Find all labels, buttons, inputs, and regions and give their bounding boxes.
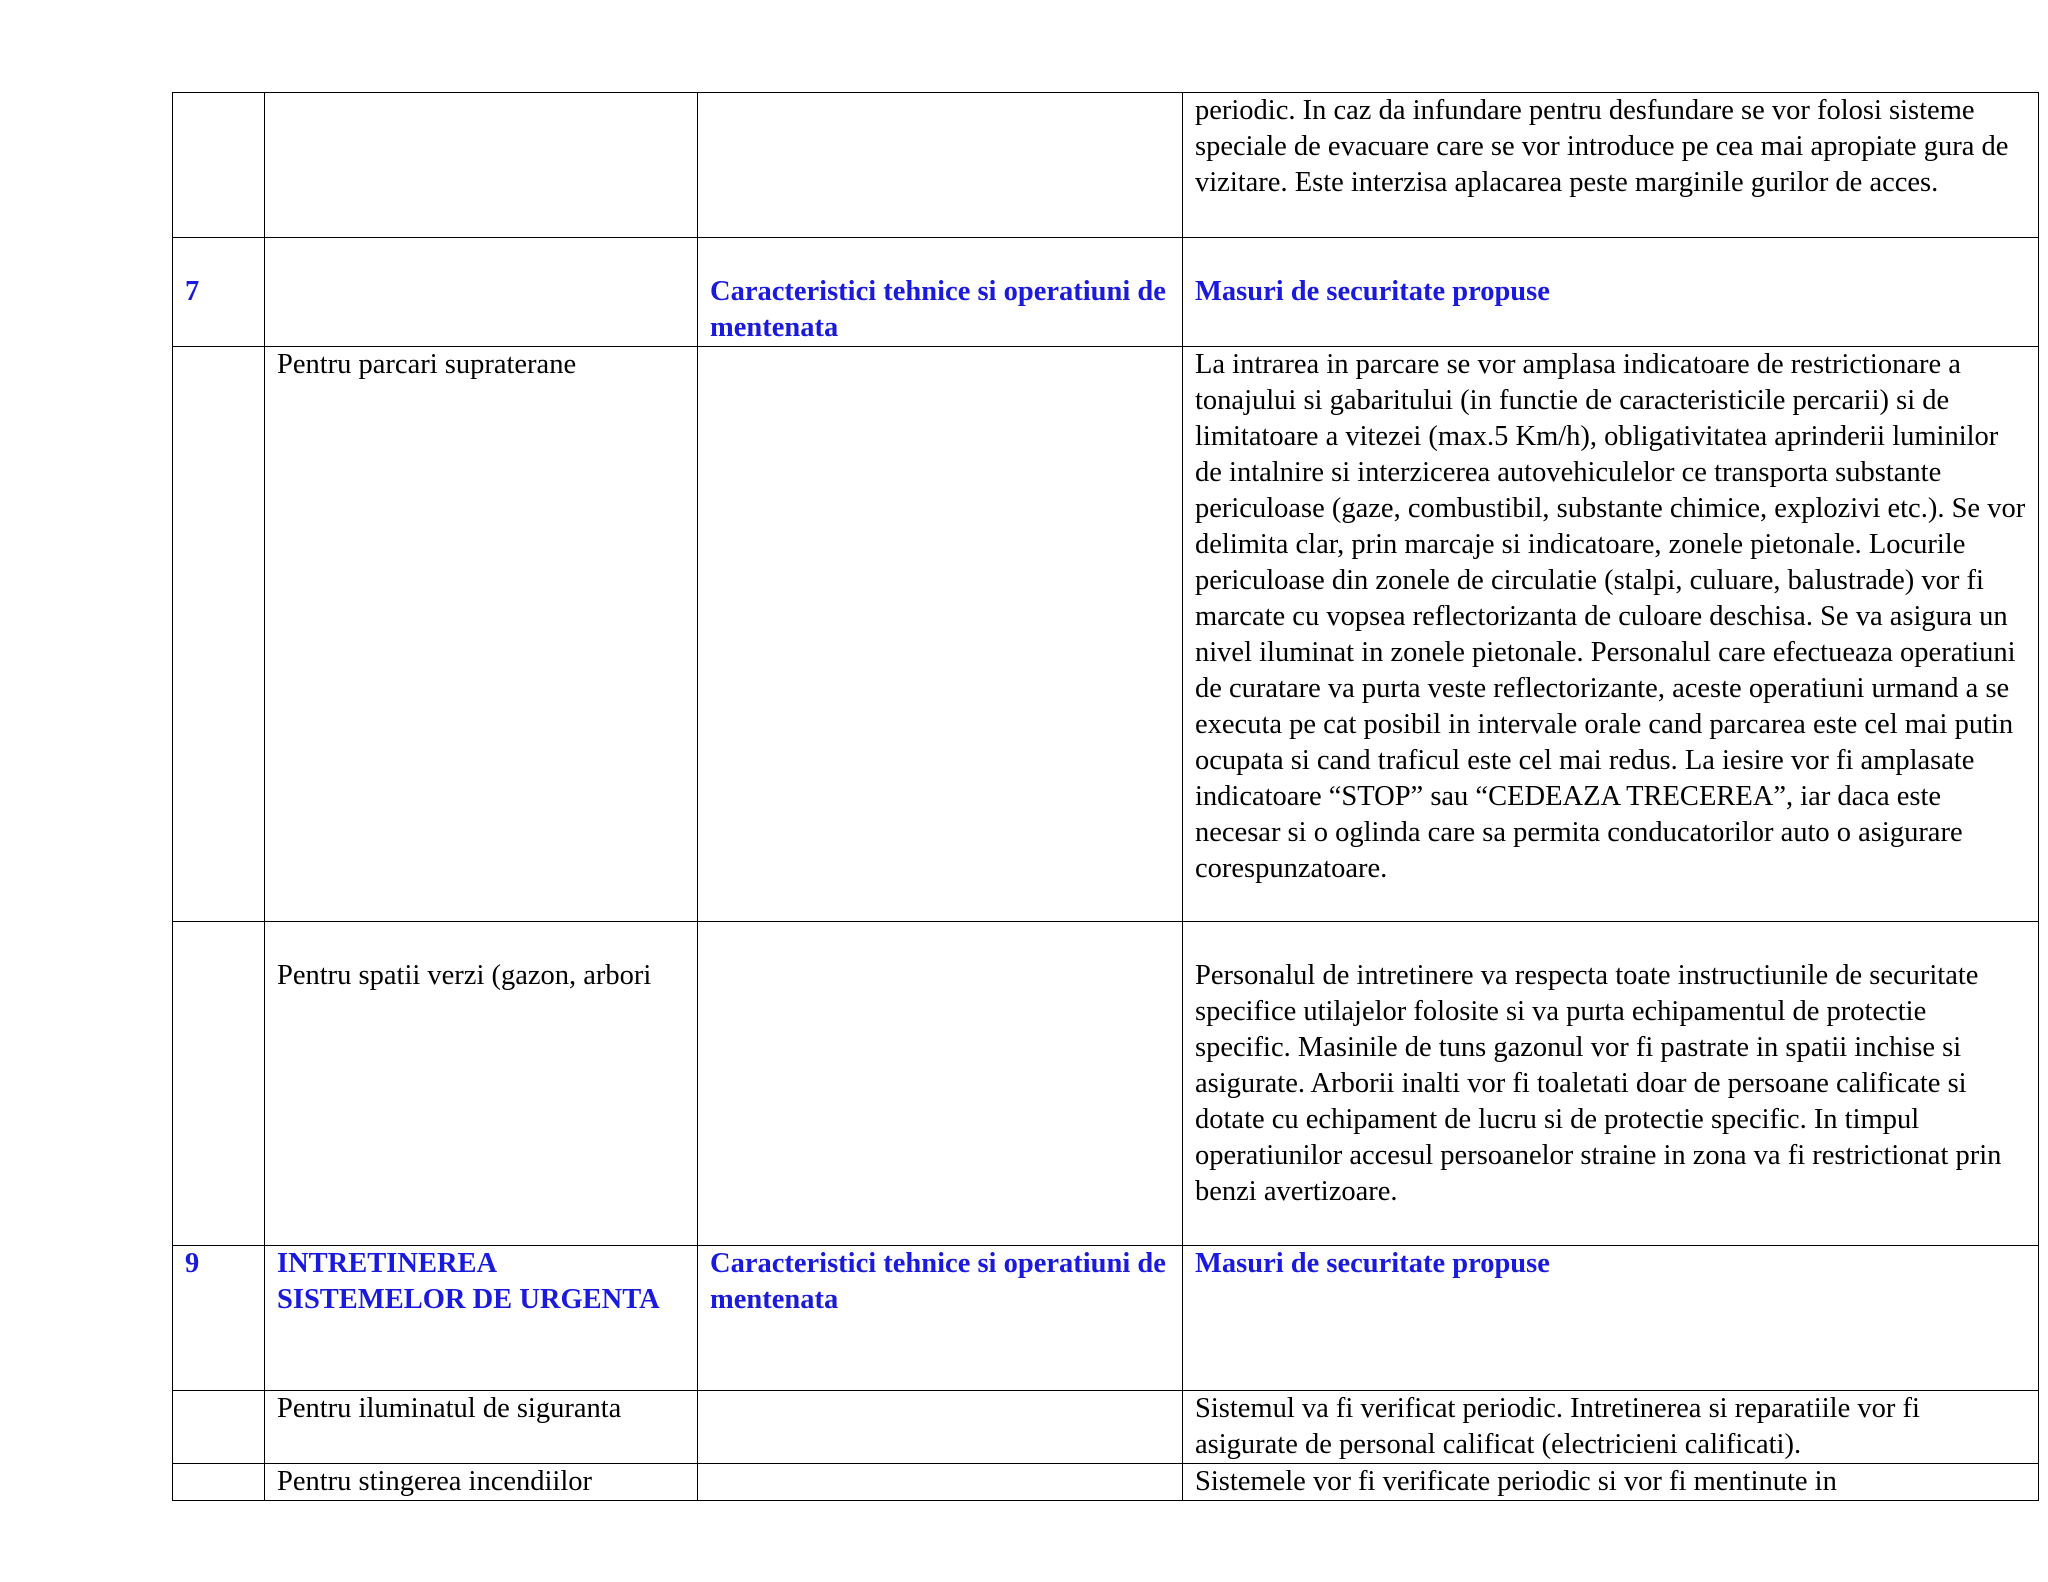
measures-heading: Masuri de securitate propuse <box>1195 1248 1550 1279</box>
measures-text: La intrarea in parcare se vor amplasa indicatoare de restrictionare a tonajului si gabaritului (in functie de caracteristicile percarii) si de limitatoare a vitezei (max.5 Km/h), obligativitatea aprinderii luminilor de intalnire si interzicerea autovehiculelor ce transporta substante periculoase (gaze, combustibil, substante chimice, explozivi etc.). Se vor delimita clar, prin marcaje si indicatoare, zonele pietonale. Locurile periculoase din zonele de circulatie (stalpi, culuare, balustrade) vor fi marcate cu vopsea reflectorizanta de culoare deschisa. Se va asigura un nivel iluminat in zonele pietonale. Personalul care efectueaza operatiuni de curatare va purta veste reflectorizante, aceste operatiuni urmand a se executa pe cat posibil in intervale orale cand parcarea este cel mai putin ocupata si cand traficul este cel mai redus. La iesire vor fi amplasate indicatoare “STOP” sau “CEDEAZA TRECEREA”, iar daca este necesar si o oglinda care sa permita conducatorilor auto o asigurare corespunzatoare. <box>1195 349 2026 884</box>
cell-measures <box>1183 922 2039 1246</box>
cell-measures <box>1183 238 2039 347</box>
cell-number <box>173 1391 265 1464</box>
measures-text: Personalul de intretinere va respecta toate instructiunile de securitate specifice utilajelor folosite si va purta echipamentul de protectie specific. Masinile de tuns gazonul vor fi pastrate in spatii inchise si asigurate. Arborii inalti vor fi toaletati doar de persoane calificate si dotate cu echipament de lucru si de protectie specific. In timpul operatiunilor accesul persoanelor straine in zona va fi restrictionat prin benzi avertizoare. <box>1195 960 2002 1207</box>
cell-item <box>265 347 698 922</box>
cell-item <box>265 93 698 238</box>
cell-item <box>265 922 698 1246</box>
measures-text: Sistemele vor fi verificate periodic si vor fi mentinute in <box>1195 1466 1837 1497</box>
cell-characteristics <box>698 238 1183 347</box>
item-label: Pentru spatii verzi (gazon, arbori <box>277 960 652 991</box>
cell-measures <box>1183 1391 2039 1464</box>
item-label: Pentru iluminatul de siguranta <box>277 1393 622 1424</box>
table-row-iluminat <box>173 1391 2039 1464</box>
cell-characteristics <box>698 93 1183 238</box>
section-title: INTRETINEREA SISTEMELOR DE URGENTA <box>277 1248 660 1315</box>
cell-number <box>173 1246 265 1391</box>
item-label: Pentru stingerea incendiilor <box>277 1466 592 1497</box>
cell-measures <box>1183 1464 2039 1501</box>
cell-number <box>173 238 265 347</box>
cell-characteristics <box>698 1246 1183 1391</box>
cell-item <box>265 1246 698 1391</box>
cell-number <box>173 1464 265 1501</box>
section-number: 9 <box>185 1248 200 1279</box>
cell-measures <box>1183 93 2039 238</box>
cell-characteristics <box>698 1391 1183 1464</box>
cell-characteristics <box>698 922 1183 1246</box>
cell-measures <box>1183 1246 2039 1391</box>
cell-item <box>265 238 698 347</box>
table-row-spatii-verzi <box>173 922 2039 1246</box>
measures-text: Sistemul va fi verificat periodic. Intretinerea si reparatiile vor fi asigurate de personal calificat (electricieni calificati). <box>1195 1393 1920 1460</box>
measures-heading: Masuri de securitate propuse <box>1195 276 1550 307</box>
cell-measures <box>1183 347 2039 922</box>
characteristics-heading: Caracteristici tehnice si operatiuni de mentenata <box>710 276 1166 343</box>
item-label: Pentru parcari supraterane <box>277 349 577 380</box>
cell-number <box>173 347 265 922</box>
table-row-parcari <box>173 347 2039 922</box>
safety-measures-table <box>172 92 2039 1501</box>
section-number: 7 <box>185 276 200 307</box>
continued-measures-text: periodic. In caz da infundare pentru desfundare se vor folosi sisteme speciale de evacuare care se vor introduce pe cea mai apropiate gura de vizitare. Este interzisa aplacarea peste marginile gurilor de acces. <box>1195 95 2009 198</box>
cell-item <box>265 1391 698 1464</box>
cell-characteristics <box>698 347 1183 922</box>
characteristics-heading: Caracteristici tehnice si operatiuni de mentenata <box>710 1248 1166 1315</box>
table-row-continued <box>173 93 2039 238</box>
cell-number <box>173 922 265 1246</box>
table-row-stingere <box>173 1464 2039 1501</box>
section-7-header-row <box>173 238 2039 347</box>
section-9-header-row <box>173 1246 2039 1391</box>
cell-item <box>265 1464 698 1501</box>
cell-number <box>173 93 265 238</box>
cell-characteristics <box>698 1464 1183 1501</box>
